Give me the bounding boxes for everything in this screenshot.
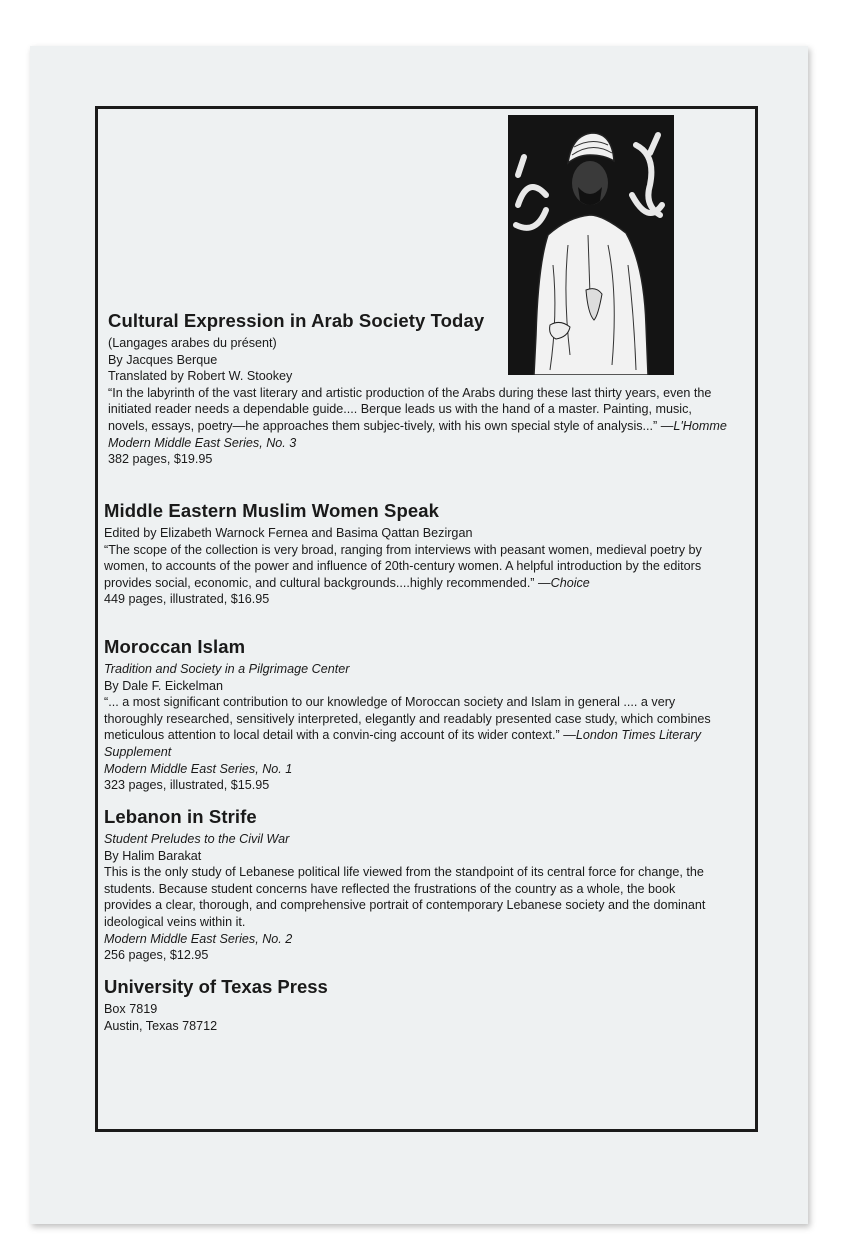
book-review-quote xyxy=(104,542,724,592)
publisher-name: University of Texas Press xyxy=(104,976,328,997)
book-entry-muslim-women xyxy=(104,500,724,608)
book-details: 323 pages, illustrated, $15.95 xyxy=(104,778,270,793)
book-review-quote xyxy=(104,694,724,760)
book-original-title: (Langages arabes du présent) xyxy=(108,336,277,350)
publisher-box: Box 7819 xyxy=(104,1002,158,1016)
book-series: Modern Middle East Series, No. 1 xyxy=(104,761,293,776)
book-entry-moroccan-islam xyxy=(104,636,724,794)
book-back-cover xyxy=(30,46,808,1224)
book-details: 382 pages, $19.95 xyxy=(108,452,213,467)
review-source: —London Times Literary Supplement xyxy=(104,728,701,759)
book-details: 256 pages, $12.95 xyxy=(104,948,209,963)
review-source: —Choice xyxy=(538,575,590,590)
book-author: By Halim Barakat xyxy=(104,848,202,863)
book-author: By Jacques Berque xyxy=(108,352,218,367)
publisher-block xyxy=(104,976,724,1034)
review-text: “The scope of the collection is very broad, ranging from interviews with peasant women, medieval poetry by women, to accounts of the power and influence of 20th-century women. A helpful introduction by the editors provides social, economic, and cultural backgrounds....highly recommended.” xyxy=(104,542,702,590)
book-title: Cultural Expression in Arab Society Today xyxy=(108,310,485,331)
book-series: Modern Middle East Series, No. 3 xyxy=(108,435,297,450)
review-source: —L'Homme xyxy=(660,418,727,433)
book-description: This is the only study of Lebanese political life viewed from the standpoint of its central force for change, the students. Because student concerns have reflected the frustrations of the country as a whole, the book provides a clear, thorough, and comprehensive portrait of contemporary Lebanese society and the dominant ideological veins within it. xyxy=(104,865,706,929)
book-details: 449 pages, illustrated, $16.95 xyxy=(104,592,270,607)
book-series: Modern Middle East Series, No. 2 xyxy=(104,931,293,946)
book-review-quote xyxy=(108,385,728,435)
book-translator: Translated by Robert W. Stookey xyxy=(108,369,293,384)
review-text: “In the labyrinth of the vast literary and artistic production of the Arabs during these last thirty years, even the initiated reader needs a dependable guide.... Berque leads us with the hand of a master. Painting, music, novels, essays, poetry—he approaches them subjec-tively, with his own special style of analysis...” xyxy=(108,385,712,433)
review-text: “... a most significant contribution to our knowledge of Moroccan society and Islam in general .... a very thoroughly researched, sensitively interpreted, elegantly and readably presented case study, which combines meticulous attention to local detail with a convin-cing account of its wider context.” xyxy=(104,695,711,743)
book-author: Edited by Elizabeth Warnock Fernea and Basima Qattan Bezirgan xyxy=(104,526,473,540)
book-subtitle: Student Preludes to the Civil War xyxy=(104,832,290,846)
book-title: Middle Eastern Muslim Women Speak xyxy=(104,500,440,521)
book-entry-cultural-expression xyxy=(108,310,728,468)
book-title: Lebanon in Strife xyxy=(104,806,257,827)
book-title: Moroccan Islam xyxy=(104,636,246,657)
book-subtitle: Tradition and Society in a Pilgrimage Center xyxy=(104,662,350,676)
publisher-city: Austin, Texas 78712 xyxy=(104,1018,218,1033)
book-author: By Dale F. Eickelman xyxy=(104,678,223,693)
book-entry-lebanon-in-strife xyxy=(104,806,724,964)
